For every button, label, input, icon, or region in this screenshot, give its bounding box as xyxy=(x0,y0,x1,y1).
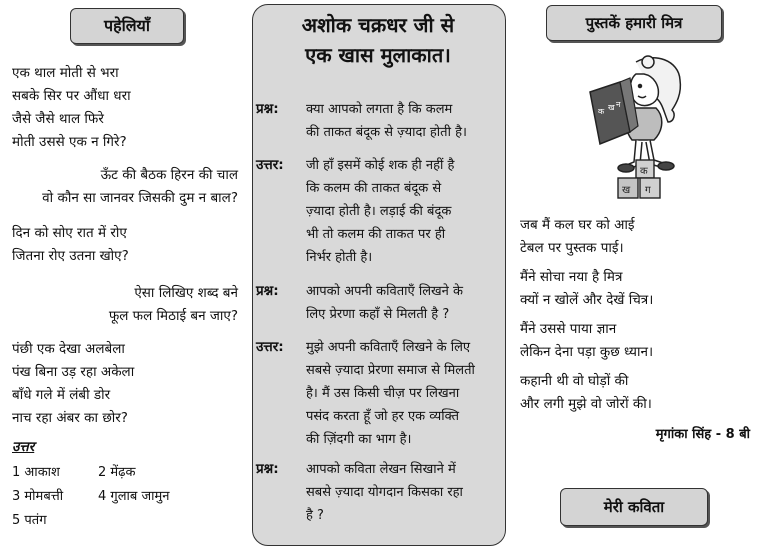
interview-title xyxy=(252,10,504,70)
qa-line: आपको अपनी कविताएँ लिखने के xyxy=(306,284,464,299)
riddle-line: जितना रोए उतना खोए? xyxy=(12,248,129,264)
poem-line: कहानी थी वो घोड़ों की xyxy=(520,373,629,389)
poem-line: क्यों न खोलें और देखें चित्र। xyxy=(520,292,654,308)
qa-label: प्रश्न: xyxy=(256,283,279,299)
qa-line: लिए प्रेरणा कहाँ से मिलती है ? xyxy=(306,307,450,322)
my-poem-header-text: मेरी कविता xyxy=(603,498,665,516)
answer-item: 3 मोमबत्ती xyxy=(12,489,64,504)
riddle-2 xyxy=(8,164,238,210)
riddle-line: ऐसा लिखिए शब्द बने xyxy=(134,285,238,301)
qa-line: की ताकत बंदूक से ज़्यादा होती है। xyxy=(306,125,467,140)
book-letter: क xyxy=(598,107,605,116)
qa-line: मुझे अपनी कविताएँ लिखने के लिए xyxy=(306,340,471,355)
riddles-header-text: पहेलियाँ xyxy=(103,16,150,35)
riddle-5 xyxy=(12,338,248,430)
qa-line: है। मैं उस किसी चीज़ पर लिखना xyxy=(306,386,460,401)
my-poem xyxy=(520,214,752,416)
block-letter: क xyxy=(640,166,648,177)
riddle-line: फूल फल मिठाई बन जाए? xyxy=(108,308,238,324)
riddle-line: दिन को सोए रात में रोए xyxy=(12,225,127,241)
books-header xyxy=(546,5,722,41)
poem-line: जब मैं कल घर को आई xyxy=(520,217,635,233)
interview-column xyxy=(252,0,507,533)
answer-item: 4 गुलाब जामुन xyxy=(98,489,170,504)
qa-line: कि कलम की ताकत बंदूक से xyxy=(306,181,442,196)
poem-line: लेकिन देना पड़ा कुछ ध्यान। xyxy=(520,344,654,360)
riddle-line: नाच रहा अंबर का छोर? xyxy=(12,410,128,426)
qa-line: पसंद करता हूँ जो हर एक व्यक्ति xyxy=(306,409,459,424)
poem-line: मैंने उससे पाया ज्ञान xyxy=(520,321,617,337)
riddle-line: बाँधे गले में लंबी डोर xyxy=(12,387,111,403)
my-poem-header xyxy=(560,488,708,526)
answer-item: 2 मेंढ़क xyxy=(98,465,136,480)
qa-line: निर्भर होती है। xyxy=(306,250,373,265)
riddle-line: एक थाल मोती से भरा xyxy=(12,65,119,81)
books-header-text: पुस्तकें हमारी मित्र xyxy=(585,14,683,32)
girl-reading-illustration xyxy=(584,52,694,202)
qa-line: क्या आपको लगता है कि कलम xyxy=(306,102,453,117)
interview-title-line: एक खास मुलाकात। xyxy=(305,43,451,67)
qa-text xyxy=(306,336,498,451)
interview-title-line: अशोक चक्रधर जी से xyxy=(301,13,455,37)
poem-line: टेबल पर पुस्तक पाई। xyxy=(520,240,624,256)
answers-title: उत्तर xyxy=(12,439,35,455)
riddle-3 xyxy=(12,222,248,268)
qa-line: भी तो कलम की ताकत पर ही xyxy=(306,227,446,242)
riddle-line: पंछी एक देखा अलबेला xyxy=(12,341,125,357)
qa-text xyxy=(306,458,498,527)
answer-item: 1 आकाश xyxy=(12,465,60,480)
qa-text xyxy=(306,98,498,144)
qa-label: प्रश्न: xyxy=(256,101,279,117)
riddle-line: वो कौन सा जानवर जिसकी दुम न बाल? xyxy=(42,190,238,206)
qa-label: उत्तर: xyxy=(256,339,284,355)
riddle-line: जैसे जैसे थाल फिरे xyxy=(12,111,104,127)
riddle-1 xyxy=(12,62,248,154)
riddle-4 xyxy=(8,282,238,328)
poem-line: और लगी मुझे वो जोरों की। xyxy=(520,396,652,412)
riddle-line: पंख बिना उड़ रहा अकेला xyxy=(12,364,135,380)
book-poem-column xyxy=(510,0,757,533)
svg-text:न: न xyxy=(616,100,621,109)
qa-label: उत्तर: xyxy=(256,157,284,173)
qa-line: ज़्यादा होती है। लड़ाई की बंदूक xyxy=(306,204,452,219)
block-letter: ग xyxy=(645,185,651,196)
qa-line: सबसे ज़्यादा प्रेरणा समाज से मिलती xyxy=(306,363,475,378)
qa-line: सबसे ज़्यादा योगदान किसका रहा xyxy=(306,485,463,500)
qa-line: आपको कविता लेखन सिखाने में xyxy=(306,462,456,477)
poem-line: मैंने सोचा नया है मित्र xyxy=(520,269,623,285)
riddles-header xyxy=(70,8,184,44)
answer-item: 5 पतंग xyxy=(12,513,47,528)
qa-line: की ज़िंदगी का भाग है। xyxy=(306,432,412,447)
qa-text xyxy=(306,154,498,269)
riddle-line: मोती उससे एक न गिरे? xyxy=(12,134,127,150)
riddles-column xyxy=(0,0,250,533)
qa-label: प्रश्न: xyxy=(256,461,279,477)
qa-line: जी हाँ इसमें कोई शक ही नहीं है xyxy=(306,158,455,173)
block-letter: ख xyxy=(622,185,631,196)
riddle-line: ऊँट की बैठक हिरन की चाल xyxy=(100,167,238,183)
poem-author: मृगांका सिंह - 8 बी xyxy=(655,427,750,442)
qa-text xyxy=(306,280,498,326)
riddle-line: सबके सिर पर औंधा धरा xyxy=(12,88,131,104)
qa-line: है ? xyxy=(306,508,324,523)
book-letter: ख xyxy=(608,103,615,112)
